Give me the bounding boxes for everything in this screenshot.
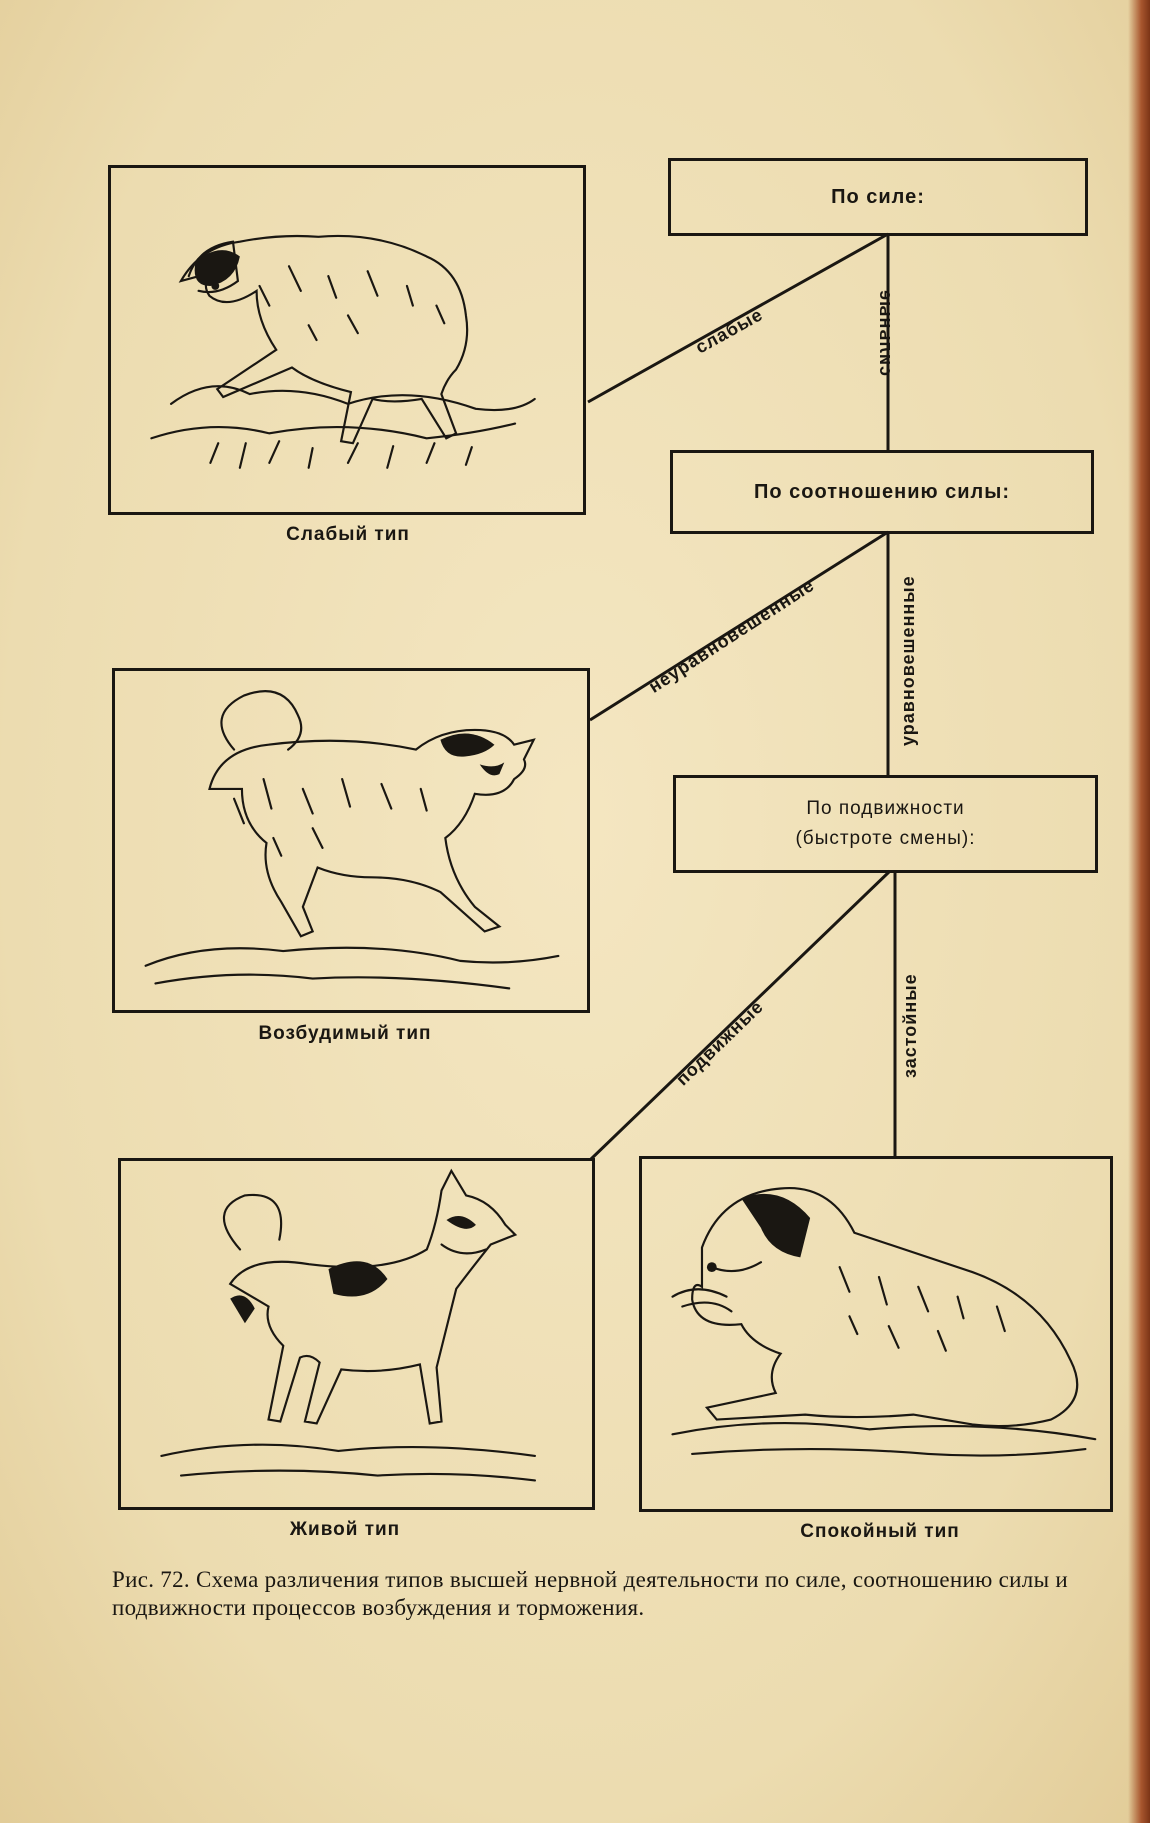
figure-caption: Рис. 72. Схема различения типов высшей нервной деятельности по силе, соотношению силы и подвижности процессов возбуждения и торможения. bbox=[112, 1567, 1068, 1620]
dog-excitable-drawing bbox=[115, 671, 587, 1010]
node-balance-label: По соотношению силы: bbox=[754, 481, 1010, 503]
node-mobility-line2: (быстроте смены): bbox=[795, 828, 976, 849]
lively-type-illustration bbox=[118, 1158, 595, 1510]
node-strength bbox=[668, 158, 1088, 236]
caption-excitable-type: Возбудимый тип bbox=[258, 1023, 432, 1044]
dog-weak-drawing bbox=[111, 168, 583, 512]
excitable-type-illustration bbox=[112, 668, 590, 1013]
node-mobility-line1: По подвижности bbox=[806, 798, 965, 819]
edge-label-balanced: уравновешенные bbox=[898, 575, 918, 746]
edge-label-strong: сильные bbox=[876, 289, 896, 376]
caption-calm-type: Спокойный тип bbox=[800, 1521, 960, 1542]
node-balance bbox=[670, 450, 1094, 534]
weak-type-illustration bbox=[108, 165, 586, 515]
node-strength-label: По силе: bbox=[831, 186, 925, 208]
edge-label-unbalanced: неуравновешенные bbox=[645, 574, 819, 697]
dog-calm-drawing bbox=[642, 1159, 1110, 1509]
edge-label-mobile: подвижные bbox=[672, 996, 768, 1090]
calm-type-illustration bbox=[639, 1156, 1113, 1512]
edge-label-inert: застойные bbox=[900, 973, 920, 1078]
edge-label-weak: слабые bbox=[692, 304, 767, 358]
caption-weak-type: Слабый тип bbox=[286, 524, 410, 545]
dog-lively-drawing bbox=[121, 1161, 592, 1507]
caption-lively-type: Живой тип bbox=[289, 1519, 401, 1540]
node-mobility bbox=[673, 775, 1098, 873]
